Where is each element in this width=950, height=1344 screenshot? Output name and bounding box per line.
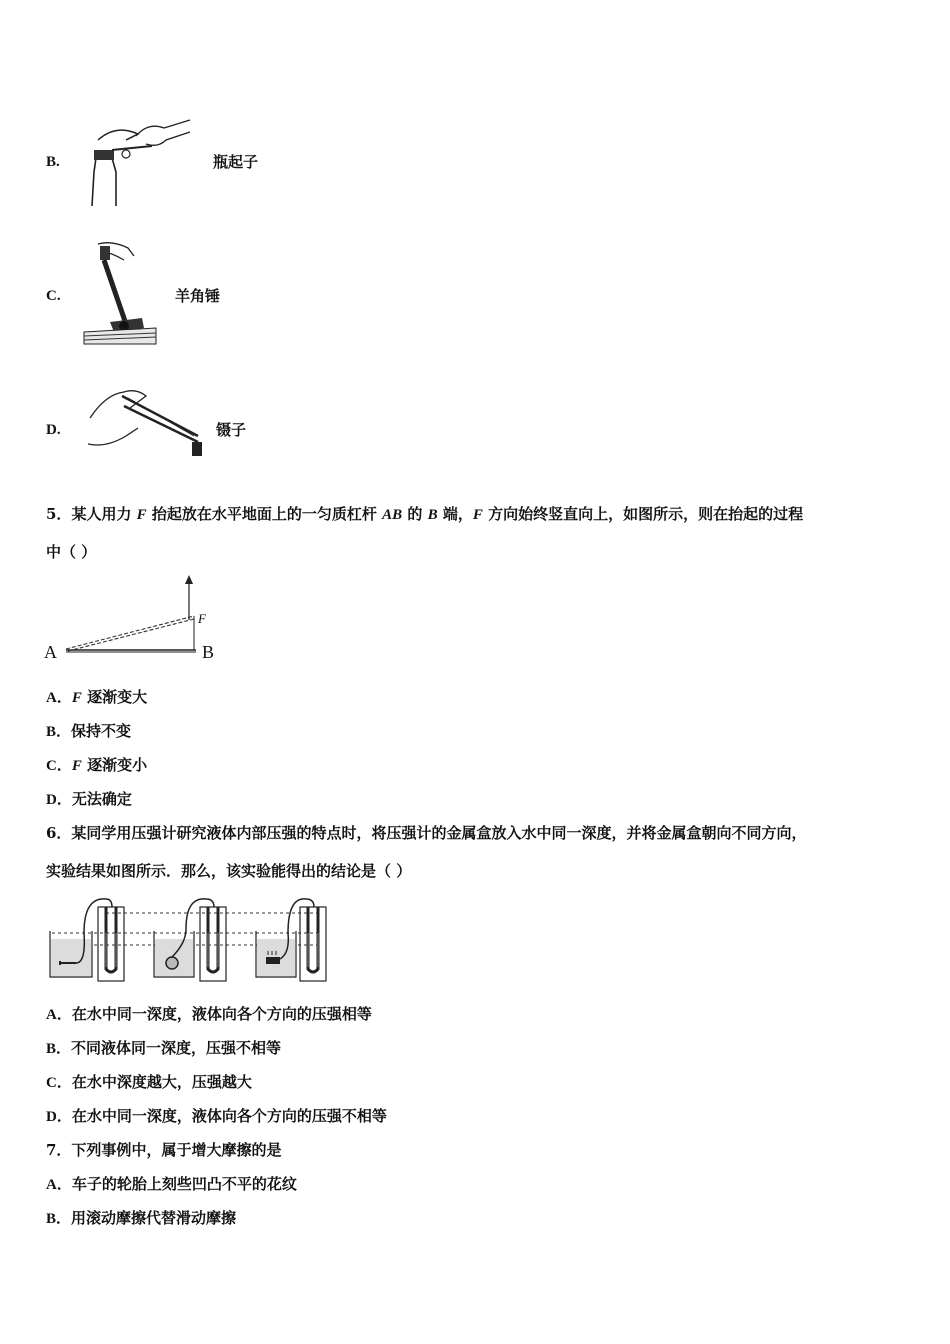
q6-option-c — [46, 1073, 252, 1092]
q5-stem-line2: 中（ ） — [46, 543, 97, 561]
q7-option-b-text: 用滚动摩擦代替滑动摩擦 — [71, 1209, 237, 1227]
q5-option-d-text: 无法确定 — [71, 790, 132, 808]
q5-option-b-text: 保持不变 — [71, 722, 132, 740]
q5-option-b-letter: B． — [46, 724, 72, 740]
q5-option-c — [46, 756, 147, 775]
lever-label-b: B — [202, 642, 215, 662]
q6-option-c-text: 在水中深度越大，压强越大 — [71, 1073, 252, 1091]
q4-option-c-label: 羊角锤 — [175, 287, 221, 305]
q5-number: 5． — [46, 505, 72, 523]
q6-option-a — [46, 1005, 372, 1024]
lever-raised-dashed-2 — [68, 619, 194, 651]
q7-option-b — [46, 1209, 236, 1228]
q5-option-d — [46, 790, 132, 809]
q5-var-b: B — [427, 507, 438, 523]
q6-option-d — [46, 1107, 387, 1126]
q5-var-f: F — [136, 507, 147, 523]
q6-option-b-letter: B． — [46, 1041, 72, 1057]
lever-diagram — [44, 572, 224, 664]
q6-stem-line1: 6．某同学用压强计研究液体内部压强的特点时，将压强计的金属盒放入水中同一深度，并将金属盒朝向不同方向， — [46, 824, 807, 842]
q5-option-a — [46, 688, 147, 707]
q5-option-b — [46, 722, 131, 741]
gauge-setup-3 — [256, 899, 326, 981]
q5-option-d-letter: D． — [46, 792, 72, 808]
q6-option-d-text: 在水中同一深度，液体向各个方向的压强不相等 — [71, 1107, 387, 1125]
q7-option-a-text: 车子的轮胎上刻些凹凸不平的花纹 — [71, 1175, 297, 1193]
q5-option-c-var: F — [71, 758, 82, 774]
q7-option-b-letter: B． — [46, 1211, 72, 1227]
q5-stem-line1 — [46, 505, 803, 524]
q5-text-1: 某人用力 — [71, 505, 137, 523]
q6-option-a-letter: A． — [46, 1007, 72, 1023]
q4-option-b-label: 瓶起子 — [213, 153, 259, 171]
q6-option-c-letter: C． — [46, 1075, 72, 1091]
q4-option-d-label: 镊子 — [216, 421, 247, 439]
q5-option-a-var: F — [71, 690, 82, 706]
q6-option-b — [46, 1039, 281, 1058]
gauge-setup-1 — [50, 899, 124, 981]
q5-text-3: 的 — [402, 505, 428, 523]
q6-option-a-text: 在水中同一深度，液体向各个方向的压强相等 — [71, 1005, 372, 1023]
q5-option-c-text: 逐渐变小 — [81, 756, 148, 774]
q6-stem-line2: 实验结果如图所示．那么，该实验能得出的结论是（ ） — [46, 862, 412, 880]
q5-option-c-letter: C． — [46, 758, 72, 774]
q5-var-ab: AB — [382, 507, 403, 523]
q5-text-5: 方向始终竖直向上，如图所示，则在抬起的过程 — [482, 505, 804, 523]
q7-stem: 7．下列事例中，属于增大摩擦的是 — [46, 1141, 282, 1159]
q5-text-4: 端， — [437, 505, 473, 523]
q5-var-f2: F — [472, 507, 483, 523]
pressure-gauge-diagram — [46, 893, 336, 985]
q5-option-a-letter: A． — [46, 690, 72, 706]
lever-label-a: A — [44, 642, 57, 662]
q5-option-a-text: 逐渐变大 — [81, 688, 148, 706]
lever-raised-dashed-1 — [66, 616, 194, 649]
q4-option-d-letter: D. — [46, 422, 61, 438]
q7-option-a — [46, 1175, 297, 1194]
q5-text-2: 抬起放在水平地面上的一匀质杠杆 — [146, 505, 383, 523]
tweezers-icon — [86, 384, 214, 460]
q6-option-b-text: 不同液体同一深度，压强不相等 — [71, 1039, 282, 1057]
q7-option-a-letter: A． — [46, 1177, 72, 1193]
claw-hammer-icon — [84, 238, 156, 344]
lever-label-f: F — [198, 611, 206, 626]
q6-option-d-letter: D． — [46, 1109, 72, 1125]
gauge-setup-2 — [154, 899, 226, 981]
bottle-opener-icon — [86, 118, 196, 210]
q4-option-b-letter: B. — [46, 154, 60, 170]
q4-option-c-letter: C. — [46, 288, 61, 304]
force-arrow-head — [185, 575, 193, 584]
